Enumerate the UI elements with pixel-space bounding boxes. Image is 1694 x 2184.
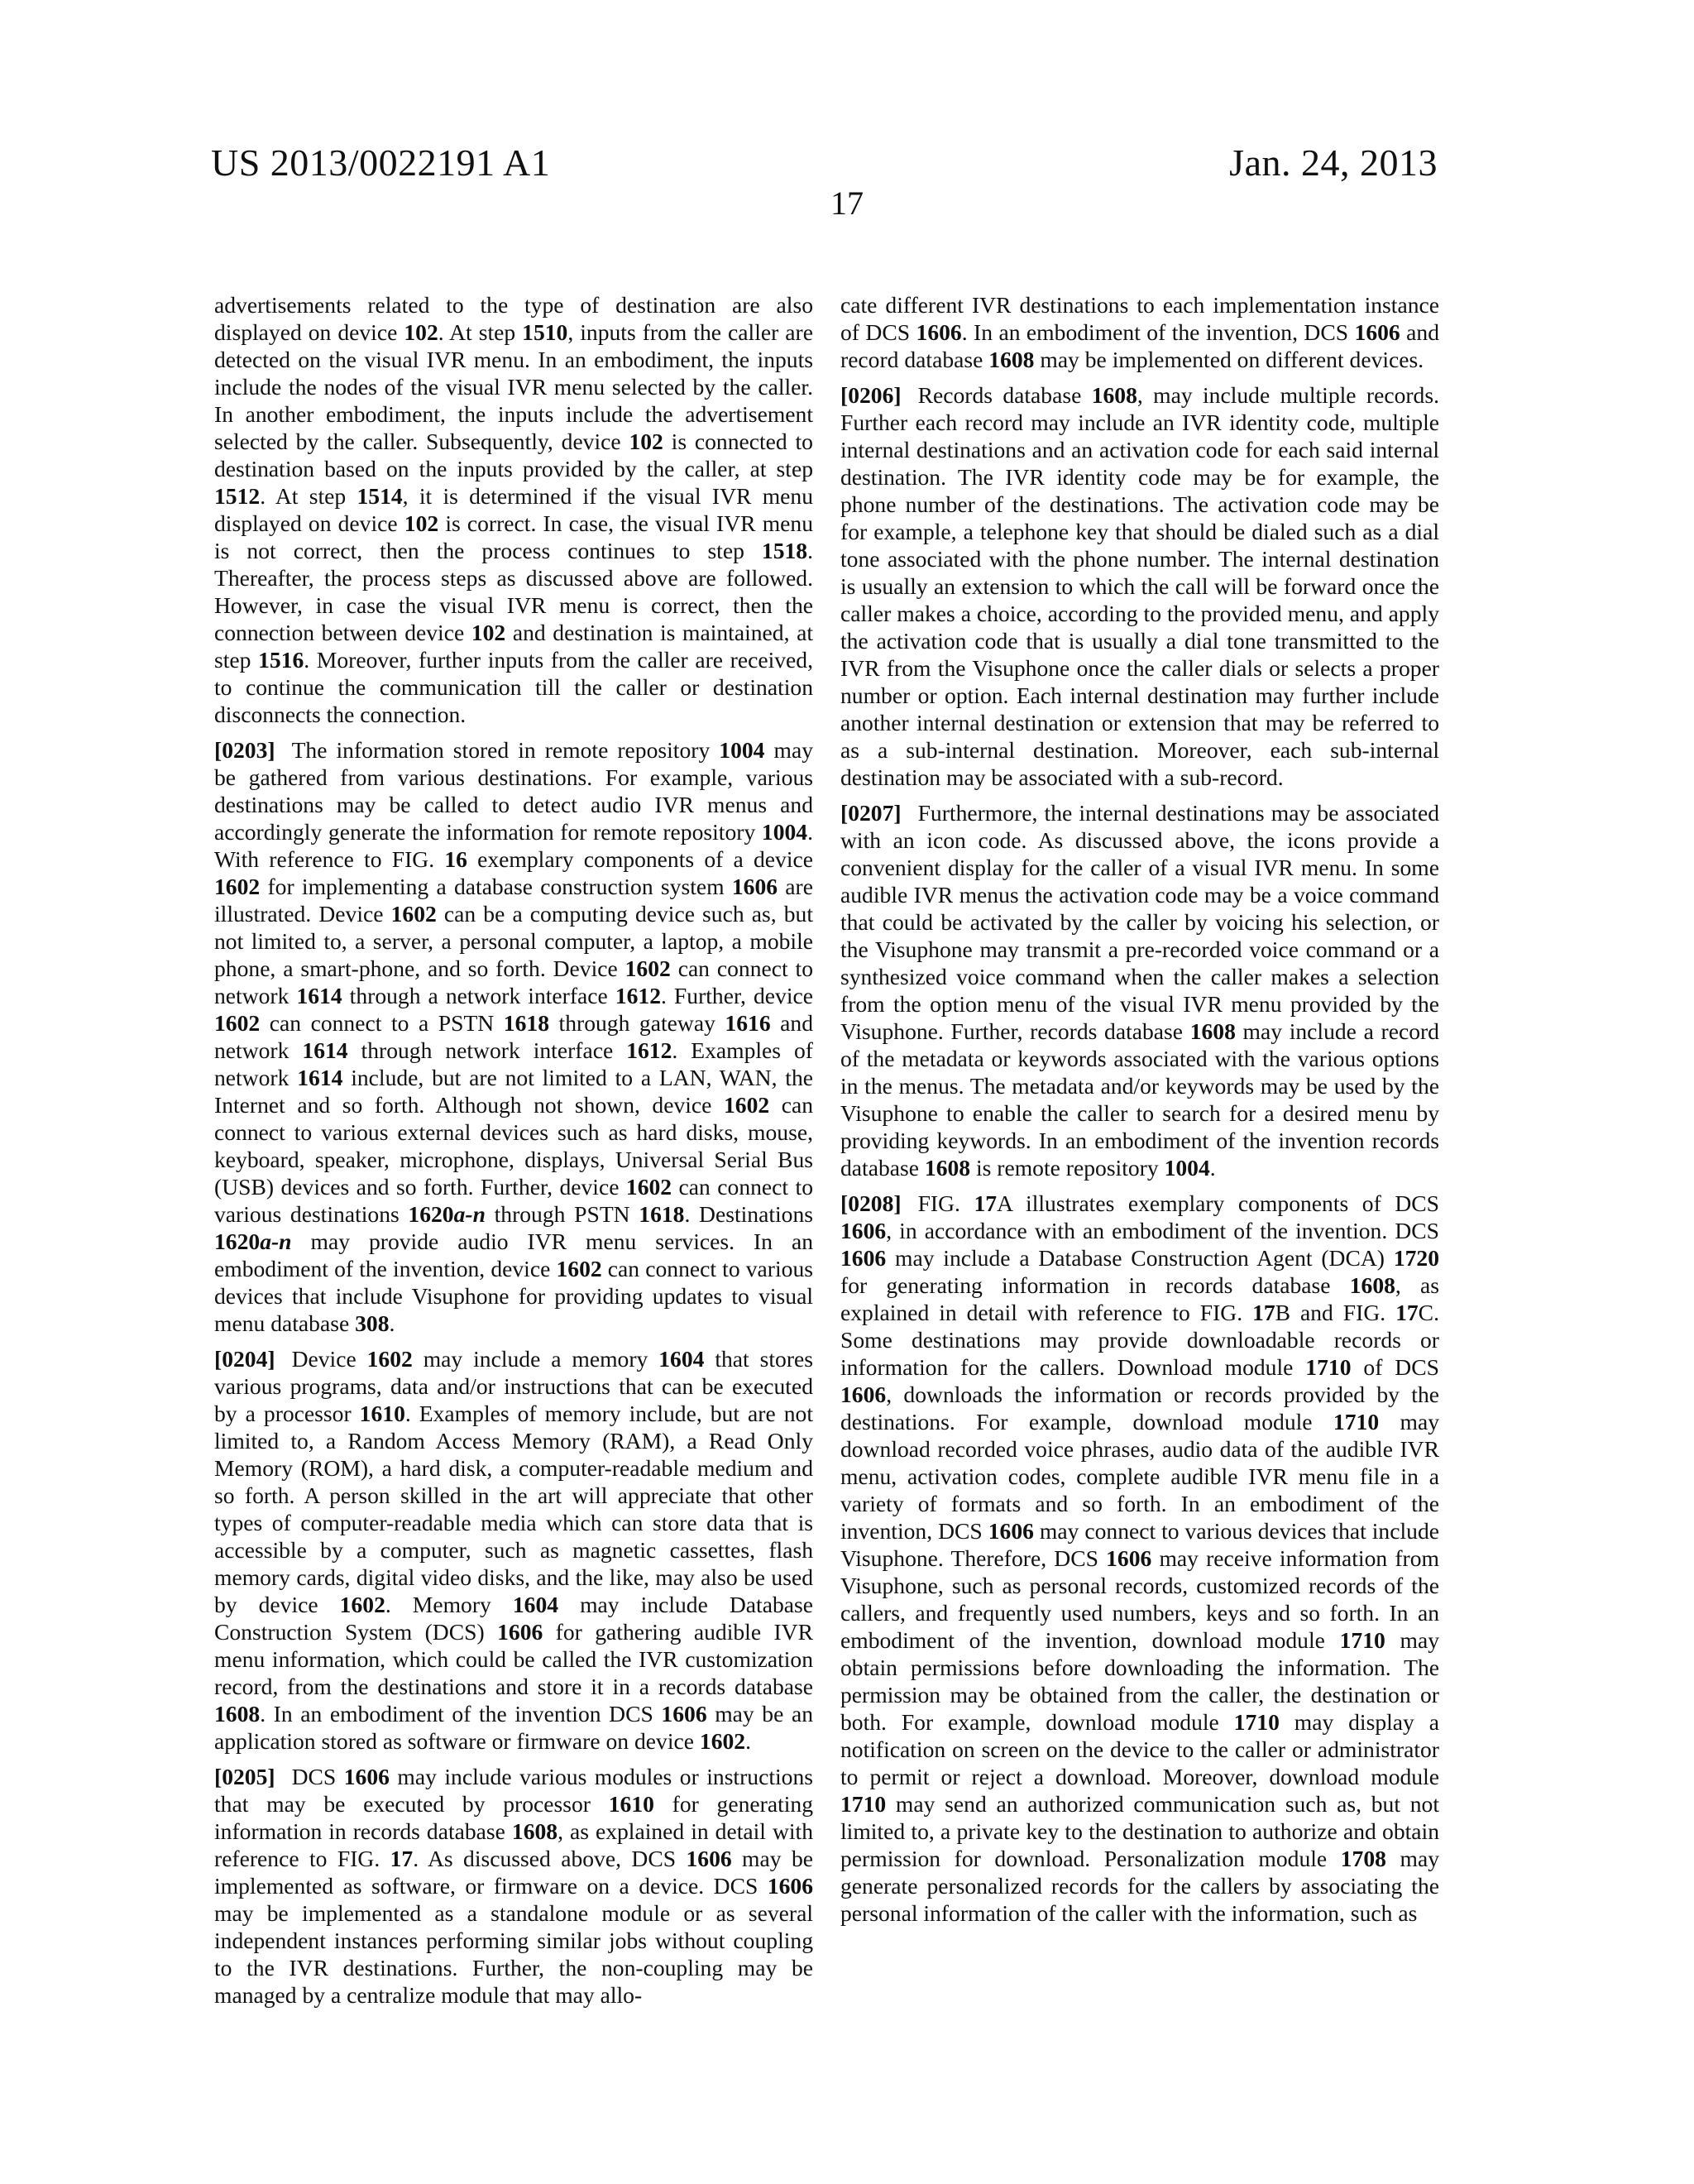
paragraph-text: FIG. 17A illustrates exemplary components of DCS 1606, in accordance with an embodiment of the invention. DCS 1606 may include a Database Construction Agent (DCA) 1720 for generating information in records database 1608, as explained in detail with reference to FIG. 17B and FIG. 17C. Some destinations may provide downloadable records or information for the callers. Download module 1710 of DCS 1606, downloads the information or records provided by the destinations. For example, download module 1710 may download recorded voice phrases, audio data of the audible IVR menu, activation codes, complete audible IVR menu file in a variety of formats and so forth. In an embodiment of the invention, DCS 1606 may connect to various devices that include Visuphone. Therefore, DCS 1606 may receive information from Visuphone, such as personal records, customized records of the callers, and frequently used numbers, keys and so forth. In an embodiment of the invention, download module 1710 may obtain permissions before downloading the information. The permission may be obtained from the caller, the destination or both. For example, download module 1710 may display a notification on screen on the device to the caller or administrator to permit or reject a download. Moreover, download module 1710 may send an authorized communication such as, but not limited to, a private key to the destination to authorize and obtain permission for download. Personalization module 1708 may generate personalized records for the callers by associating the personal information of the caller with the information, such as [840, 1190, 1439, 1926]
paragraph [214, 1345, 813, 1755]
publication-number: US 2013/0022191 A1 [211, 141, 551, 184]
page-number: 17 [830, 184, 864, 222]
paragraph [214, 1763, 813, 2009]
paragraph-number: [0205] [214, 1764, 275, 1789]
paragraph-number: [0204] [214, 1346, 275, 1372]
paragraph-text: Records database 1608, may include multiple records. Further each record may include an IVR identity code, multiple internal destinations and an activation code for each said internal destination. The IVR identity code may be for example, the phone number of the destinations. The activation code may be for example, a telephone key that should be dialed such as a dial tone associated with the phone number. The internal destination is usually an extension to which the call will be forward once the caller makes a choice, according to the provided menu, and apply the activation code that is usually a dial tone transmitted to the IVR from the Visuphone once the caller dials or selects a proper number or option. Each internal destination may further include another internal destination or extension that may be referred to as a sub-internal destination. Moreover, each sub-internal destination may be associated with a sub-record. [840, 382, 1439, 790]
paragraph-text: The information stored in remote repository 1004 may be gathered from various destinations. For example, various destinations may be called to detect audio IVR menus and accordingly generate the information for remote repository 1004. With reference to FIG. 16 exemplary components of a device 1602 for implementing a database construction system 1606 are illustrated. Device 1602 can be a computing device such as, but not limited to, a server, a personal computer, a laptop, a mobile phone, a smart-phone, and so forth. Device 1602 can connect to network 1614 through a network interface 1612. Further, device 1602 can connect to a PSTN 1618 through gateway 1616 and network 1614 through network interface 1612. Examples of network 1614 include, but are not limited to a LAN, WAN, the Internet and so forth. Although not shown, device 1602 can connect to various external devices such as hard disks, mouse, keyboard, speaker, microphone, displays, Universal Serial Bus (USB) devices and so forth. Further, device 1602 can connect to various destinations 1620a-n through PSTN 1618. Destinations 1620a-n may provide audio IVR menu services. In an embodiment of the invention, device 1602 can connect to various devices that include Visuphone for providing updates to visual menu database 308. [214, 737, 814, 1336]
paragraph-text: Furthermore, the internal destinations may be associated with an icon code. As discussed above, the icons provide a convenient display for the caller of a visual IVR menu. In some audible IVR menus the activation code may be a voice command that could be activated by the caller by voicing his selection, or the Visuphone may transmit a pre-recorded voice command or a synthesized voice command when the caller makes a selection from the option menu of the visual IVR menu provided by the Visuphone. Further, records database 1608 may include a record of the metadata or keywords associated with the various options in the menus. The metadata and/or keywords may be used by the Visuphone to enable the caller to search for a desired menu by providing keywords. In an embodiment of the invention records database 1608 is remote repository 1004. [840, 800, 1439, 1181]
paragraph [840, 1190, 1439, 1927]
paragraph [214, 291, 813, 728]
paragraph-number: [0207] [840, 800, 902, 826]
paragraph-number: [0206] [840, 382, 902, 408]
paragraph-text: Device 1602 may include a memory 1604 that stores various programs, data and/or instructions that can be executed by a processor 1610. Examples of memory include, but are not limited to, a Random Access Memory (RAM), a Read Only Memory (ROM), a hard disk, a computer-readable medium and so forth. A person skilled in the art will appreciate that other types of computer-readable media which can store data that is accessible by a computer, such as magnetic cassettes, flash memory cards, digital video disks, and the like, may also be used by device 1602. Memory 1604 may include Database Construction System (DCS) 1606 for gathering audible IVR menu information, which could be called the IVR customization record, from the destinations and store it in a records database 1608. In an embodiment of the invention DCS 1606 may be an application stored as software or firmware on device 1602. [214, 1346, 814, 1754]
left-column [214, 291, 813, 2017]
paragraph [840, 381, 1439, 791]
publication-date: Jan. 24, 2013 [1229, 141, 1438, 184]
paragraph-text: DCS 1606 may include various modules or instructions that may be executed by processor 1610 for generating information in records database 1608, as explained in detail with reference to FIG. 17. As discussed above, DCS 1606 may be implemented as software, or firmware on a device. DCS 1606 may be implemented as a standalone module or as several independent instances performing similar jobs without coupling to the IVR destinations. Further, the non-coupling may be managed by a centralize module that may allo- [214, 1764, 814, 2008]
right-column [840, 291, 1439, 1935]
paragraph [214, 736, 813, 1337]
paragraph [840, 291, 1439, 373]
paragraph-text: cate different IVR destinations to each implementation instance of DCS 1606. In an embodiment of the invention, DCS 1606 and record database 1608 may be implemented on different devices. [840, 292, 1439, 372]
paragraph-number: [0203] [214, 737, 275, 763]
paragraph [840, 799, 1439, 1181]
paragraph-number: [0208] [840, 1190, 902, 1216]
paragraph-text: advertisements related to the type of destination are also displayed on device 102. At step 1510, inputs from the caller are detected on the visual IVR menu. In an embodiment, the inputs include the nodes of the visual IVR menu selected by the caller. In another embodiment, the inputs include the advertisement selected by the caller. Subsequently, device 102 is connected to destination based on the inputs provided by the caller, at step 1512. At step 1514, it is determined if the visual IVR menu displayed on device 102 is correct. In case, the visual IVR menu is not correct, then the process continues to step 1518. Thereafter, the process steps as discussed above are followed. However, in case the visual IVR menu is correct, then the connection between device 102 and destination is maintained, at step 1516. Moreover, further inputs from the caller are received, to continue the communication till the caller or destination disconnects the connection. [214, 292, 814, 727]
